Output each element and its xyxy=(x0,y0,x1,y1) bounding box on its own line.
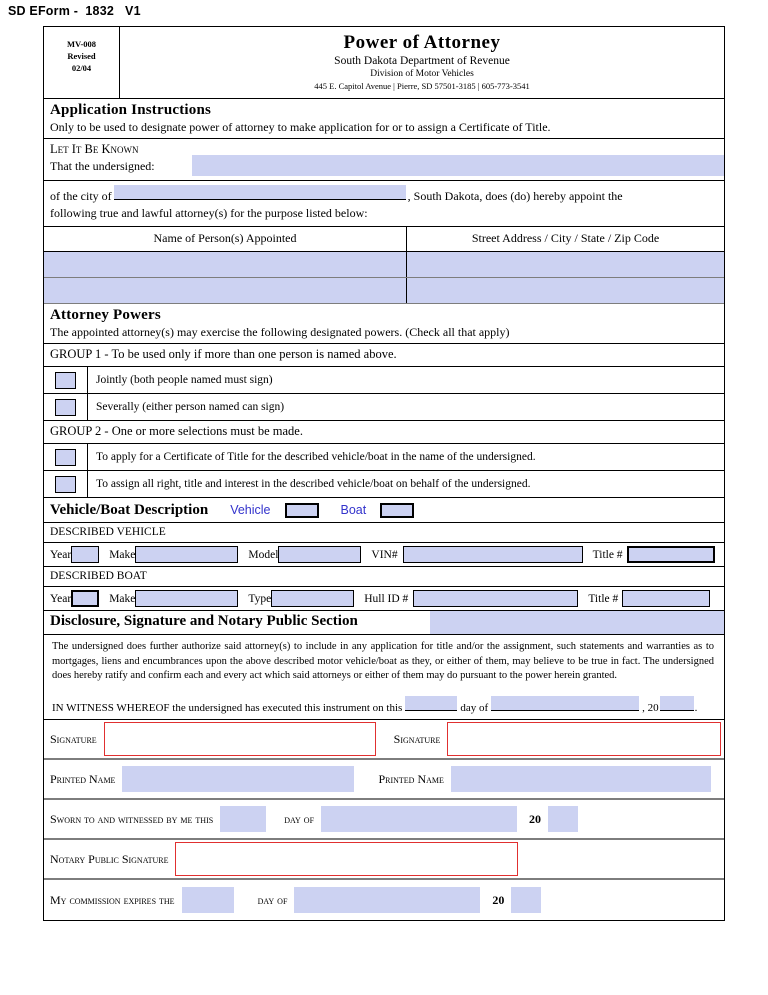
in-witness-whereof-line xyxy=(52,696,714,716)
witness-month-input[interactable] xyxy=(491,696,639,711)
vehicle-year-input[interactable] xyxy=(71,546,99,563)
south-dakota-suffix: , South Dakota, does (do) hereby appoint the xyxy=(407,189,623,203)
checkbox-cell[interactable] xyxy=(44,471,88,497)
sworn-row xyxy=(44,800,724,840)
vehicle-checkbox-icon[interactable] xyxy=(285,503,319,518)
agency-name: South Dakota Department of Revenue xyxy=(334,55,510,67)
sworn-day-of-label: day of xyxy=(284,811,315,826)
sworn-year-prefix: 20 xyxy=(529,811,542,826)
checkbox-icon[interactable] xyxy=(55,449,76,466)
group1-option-jointly[interactable] xyxy=(44,367,724,394)
let-it-be-known-label: Let It Be Known xyxy=(50,142,139,156)
attorney-powers-heading: Attorney Powers xyxy=(50,307,161,323)
notary-signature-label: Notary Public Signature xyxy=(50,851,169,866)
city-line-section xyxy=(44,181,724,227)
checkbox-icon[interactable] xyxy=(55,372,76,389)
boat-option-label: Boat xyxy=(340,503,367,517)
column-header-name: Name of Person(s) Appointed xyxy=(44,227,407,251)
division-name: Division of Motor Vehicles xyxy=(370,69,474,79)
form-number-block xyxy=(44,27,120,98)
commission-year-input[interactable] xyxy=(511,887,541,913)
form-header xyxy=(44,27,724,99)
checkbox-cell[interactable] xyxy=(44,367,88,393)
printed-name-input-2[interactable] xyxy=(451,766,711,792)
boat-make-input[interactable] xyxy=(135,590,238,607)
boat-year-label: Year xyxy=(50,592,72,605)
of-the-city-of-label: of the city of xyxy=(50,189,112,203)
sworn-day-input[interactable] xyxy=(220,806,266,832)
described-boat-fields xyxy=(44,587,724,611)
appointee-address-input-1[interactable] xyxy=(407,252,724,277)
attorney-powers-section xyxy=(44,304,724,344)
that-the-undersigned-label: That the undersigned: xyxy=(50,159,155,173)
witness-period: . xyxy=(694,701,698,714)
checkbox-cell[interactable] xyxy=(44,444,88,470)
form-number: MV-008 xyxy=(66,39,97,49)
appointee-address-input-2[interactable] xyxy=(407,278,724,303)
commission-day-of-label: day of xyxy=(257,892,288,907)
commission-expires-row xyxy=(44,880,724,920)
commission-month-input[interactable] xyxy=(294,887,480,913)
vehicle-vin-label: VIN# xyxy=(371,548,398,561)
boat-type-label: Type xyxy=(248,592,272,605)
vehicle-title-input[interactable] xyxy=(627,546,715,563)
agency-address: 445 E. Capitol Avenue | Pierre, SD 57501-3185 | 605-773-3541 xyxy=(314,81,530,91)
printed-name-label-1: Printed Name xyxy=(50,771,116,786)
vehicle-option-label: Vehicle xyxy=(230,503,271,517)
group2-option-assign-interest-label: To assign all right, title and interest in the described vehicle/boat on behalf of the undersigned. xyxy=(96,478,531,490)
witness-prefix: IN WITNESS WHEREOF the undersigned has executed this instrument on this xyxy=(52,701,403,714)
group1-label: GROUP 1 - To be used only if more than one person is named above. xyxy=(44,344,724,367)
group1-option-severally-label: Severally (either person named can sign) xyxy=(96,401,285,413)
let-it-be-known-section xyxy=(44,139,724,181)
vehicle-title-label: Title # xyxy=(592,548,623,561)
disclosure-body-text: The undersigned does further authorize said attorney(s) to include in any application for title and/or the assignment, such statements and warranties as to mortgages, liens and encumbrances upon the above described motor vehicle/boat as they, or either of them, may believe to be true in fact. The undersigned does hereby ratify and confirm each and every act which said attorneys or either of them may do pursuant to the power herein granted. xyxy=(52,641,714,681)
vehicle-model-label: Model xyxy=(248,548,279,561)
group1-option-jointly-label: Jointly (both people named must sign) xyxy=(96,374,273,386)
sworn-year-input[interactable] xyxy=(548,806,578,832)
group2-option-apply-title[interactable] xyxy=(44,444,724,471)
column-header-address: Street Address / City / State / Zip Code xyxy=(471,231,660,245)
vehicle-boat-description-bar xyxy=(44,498,724,523)
boat-title-label: Title # xyxy=(588,592,619,605)
witness-year-input[interactable] xyxy=(660,696,694,711)
signature-row xyxy=(44,720,724,760)
boat-year-input[interactable] xyxy=(71,590,99,607)
described-vehicle-label: DESCRIBED VEHICLE xyxy=(44,523,724,543)
described-vehicle-fields xyxy=(44,543,724,567)
appointee-name-input-1[interactable] xyxy=(44,252,407,277)
eform-id-label: SD EForm - 1832 V1 xyxy=(8,4,141,18)
printed-name-input-1[interactable] xyxy=(122,766,354,792)
application-instructions-section xyxy=(44,99,724,139)
disclosure-body-section xyxy=(44,635,724,720)
sworn-month-input[interactable] xyxy=(321,806,517,832)
boat-checkbox-icon[interactable] xyxy=(380,503,414,518)
commission-day-input[interactable] xyxy=(182,887,234,913)
vehicle-make-label: Make xyxy=(109,548,136,561)
notary-signature-row xyxy=(44,840,724,880)
checkbox-cell[interactable] xyxy=(44,394,88,420)
vehicle-model-input[interactable] xyxy=(278,546,361,563)
group2-option-assign-interest[interactable] xyxy=(44,471,724,498)
witness-day-of-label: day of xyxy=(460,701,489,714)
signature-label-1: Signature xyxy=(50,731,97,746)
appointee-name-input-2[interactable] xyxy=(44,278,407,303)
revision-date: 02/04 xyxy=(71,63,92,73)
checkbox-icon[interactable] xyxy=(55,476,76,493)
vehicle-boat-heading: Vehicle/Boat Description xyxy=(50,501,209,518)
table-row xyxy=(44,252,724,278)
boat-make-label: Make xyxy=(109,592,136,605)
application-instructions-text: Only to be used to designate power of attorney to make application for or to assign a Certificate of Title. xyxy=(50,120,551,134)
signature-input-2[interactable] xyxy=(447,722,721,756)
boat-hull-id-input[interactable] xyxy=(413,590,578,607)
printed-name-label-2: Printed Name xyxy=(378,771,444,786)
commission-label: My commission expires the xyxy=(50,892,175,907)
boat-title-input[interactable] xyxy=(622,590,710,607)
signature-label-2: Signature xyxy=(393,731,441,746)
notary-signature-input[interactable] xyxy=(175,842,518,876)
signature-input-1[interactable] xyxy=(104,722,376,756)
boat-type-input[interactable] xyxy=(271,590,354,607)
attorney-powers-subheading: The appointed attorney(s) may exercise the following designated powers. (Check all that apply) xyxy=(50,325,510,339)
boat-hull-id-label: Hull ID # xyxy=(364,592,409,605)
witness-year-prefix: , 20 xyxy=(642,701,659,714)
application-instructions-heading: Application Instructions xyxy=(50,102,212,118)
appoint-line2: following true and lawful attorney(s) for the purpose listed below: xyxy=(50,206,368,220)
group2-label: GROUP 2 - One or more selections must be made. xyxy=(44,421,724,444)
table-row xyxy=(44,278,724,304)
vehicle-year-label: Year xyxy=(50,548,72,561)
disclosure-heading: Disclosure, Signature and Notary Public Section xyxy=(50,613,358,629)
revised-label: Revised xyxy=(67,51,96,61)
power-of-attorney-form xyxy=(43,26,725,921)
group1-option-severally[interactable] xyxy=(44,394,724,421)
vehicle-make-input[interactable] xyxy=(135,546,238,563)
form-title-block xyxy=(120,27,724,98)
disclosure-section-bar xyxy=(44,611,724,635)
city-input[interactable] xyxy=(114,185,406,200)
page-title: Power of Attorney xyxy=(343,32,501,53)
sworn-label: Sworn to and witnessed by me this xyxy=(50,811,214,826)
checkbox-icon[interactable] xyxy=(55,399,76,416)
witness-day-input[interactable] xyxy=(405,696,457,711)
appointee-table-header xyxy=(44,227,724,252)
vehicle-vin-input[interactable] xyxy=(403,546,583,563)
described-boat-label: DESCRIBED BOAT xyxy=(44,567,724,587)
group2-option-apply-title-label: To apply for a Certificate of Title for the described vehicle/boat in the name of the undersigned. xyxy=(96,451,536,463)
commission-year-prefix: 20 xyxy=(492,892,505,907)
printed-name-row xyxy=(44,760,724,800)
